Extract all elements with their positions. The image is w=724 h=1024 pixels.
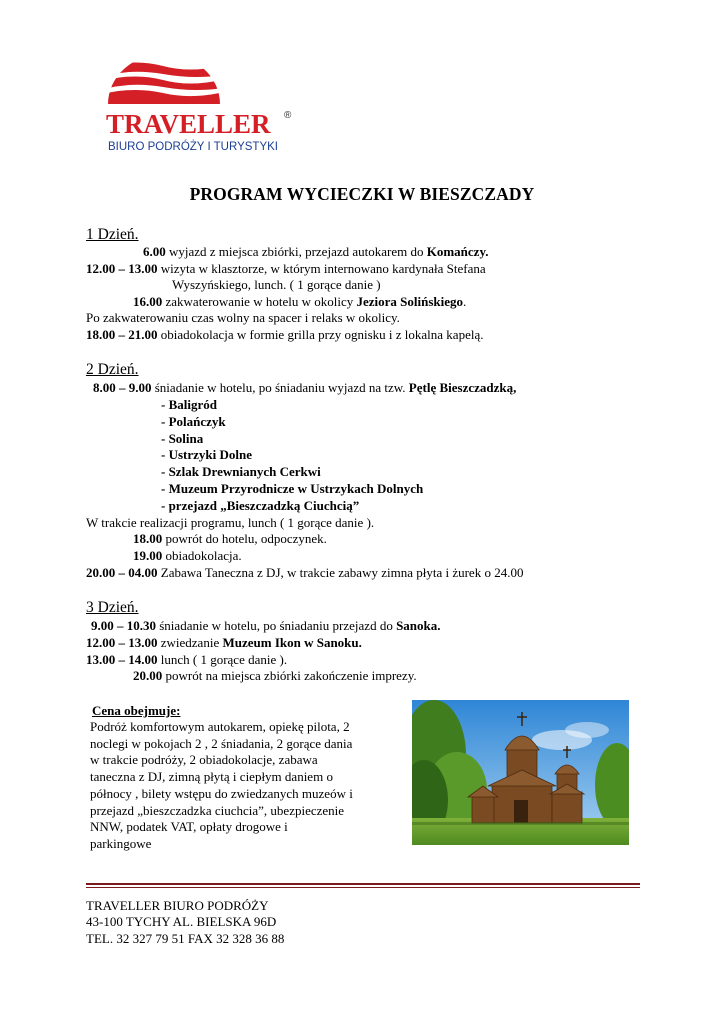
- wave-emblem-icon: [98, 62, 228, 104]
- logo-brand: TRAVELLER: [106, 109, 271, 139]
- footer-divider: [86, 883, 640, 885]
- footer-contact: TEL. 32 327 79 51 FAX 32 328 36 88: [86, 931, 285, 946]
- traveller-logo-graphic: [88, 40, 304, 168]
- footer-company-name: TRAVELLER BIURO PODRÓŻY: [86, 898, 269, 913]
- wooden-church-photo: [412, 700, 629, 845]
- day1-line4: 16.00 zakwaterowanie w hotelu w okolicy Jeziora Solińskiego.: [133, 294, 467, 309]
- day2-bullet: - Ustrzyki Dolne: [161, 447, 252, 462]
- day2-bullet: - Solina: [161, 431, 204, 446]
- price-includes-line: noclegi w pokojach 2 , 2 śniadania, 2 gorące dania: [90, 735, 353, 751]
- day1-line5: Po zakwaterowaniu czas wolny na spacer i relaks w okolicy.: [86, 310, 400, 325]
- price-includes-line: parkingowe: [90, 835, 152, 851]
- price-includes-line: Podróż komfortowym autokarem, opiekę pilota, 2: [90, 719, 350, 734]
- day3-line3: 13.00 – 14.00 lunch ( 1 gorące danie ).: [86, 652, 288, 667]
- day1-heading: 1 Dzień.: [86, 226, 139, 243]
- day2-line3: 18.00 powrót do hotelu, odpoczynek.: [133, 531, 327, 546]
- day1-line1: 6.00 wyjazd z miejsca zbiórki, przejazd autokarem do Komańczy.: [143, 244, 489, 259]
- day2-line1: 8.00 – 9.00 śniadanie w hotelu, po śniadaniu wyjazd na tzw. Pętlę Bieszczadzką,: [93, 380, 517, 395]
- day1-line6: 18.00 – 21.00 obiadokolacja w formie grilla przy ognisku i z lokalna kapelą.: [86, 327, 484, 342]
- day2-bullet: - przejazd „Bieszczadzką Ciuchcią”: [161, 498, 360, 513]
- day2-bullet: - Baligród: [161, 397, 217, 412]
- price-includes-line: NNW, podatek VAT, opłaty drogowe i: [90, 819, 288, 835]
- page-title: PROGRAM WYCIECZKI W BIESZCZADY: [189, 184, 535, 204]
- traveller-logo: [88, 40, 304, 168]
- footer-divider-thin: [86, 887, 640, 888]
- day2-heading: 2 Dzień.: [86, 361, 139, 378]
- day2-bullet: - Polańczyk: [161, 414, 226, 429]
- price-includes-line: w trakcie podróży, 2 obiadokolacje, zabawa: [90, 752, 318, 768]
- day3-line2: 12.00 – 13.00 zwiedzanie Muzeum Ikon w Sanoku.: [86, 635, 362, 650]
- church-illustration: [412, 700, 629, 845]
- day2-line5: 20.00 – 04.00 Zabawa Taneczna z DJ, w trakcie zabawy zimna płyta i żurek o 24.00: [86, 565, 524, 580]
- price-includes-text: [90, 719, 410, 853]
- price-includes-line: taneczna z DJ, zimną płytą i ciepłym daniem o: [90, 769, 333, 785]
- day3-heading: 3 Dzień.: [86, 599, 139, 616]
- footer-address: 43-100 TYCHY AL. BIELSKA 96D: [86, 914, 277, 929]
- registered-mark: ®: [284, 110, 292, 121]
- day3-line4: 20.00 powrót na miejsca zbiórki zakończenie imprezy.: [133, 668, 417, 683]
- day1-line3: Wyszyńskiego, lunch. ( 1 gorące danie ): [172, 277, 381, 292]
- price-includes-line: północy , bilety wstępu do zwiedzanych muzeów i: [90, 785, 353, 801]
- day1-line2: 12.00 – 13.00 wizyta w klasztorze, w którym internowano kardynała Stefana: [86, 261, 486, 276]
- price-includes-heading: Cena obejmuje:: [92, 703, 181, 718]
- day3-line1: 9.00 – 10.30 śniadanie w hotelu, po śniadaniu przejazd do Sanoka.: [91, 618, 441, 633]
- logo-tagline: BIURO PODRÓŻY I TURYSTYKI: [108, 141, 278, 153]
- day2-bullet: - Szlak Drewnianych Cerkwi: [161, 464, 321, 479]
- day2-line2: W trakcie realizacji programu, lunch ( 1 gorące danie ).: [86, 515, 375, 530]
- day2-line4: 19.00 obiadokolacja.: [133, 548, 242, 563]
- day2-bullet: - Muzeum Przyrodnicze w Ustrzykach Dolnych: [161, 481, 424, 496]
- price-includes-line: przejazd „bieszczadzka ciuchcia”, ubezpieczenie: [90, 802, 345, 818]
